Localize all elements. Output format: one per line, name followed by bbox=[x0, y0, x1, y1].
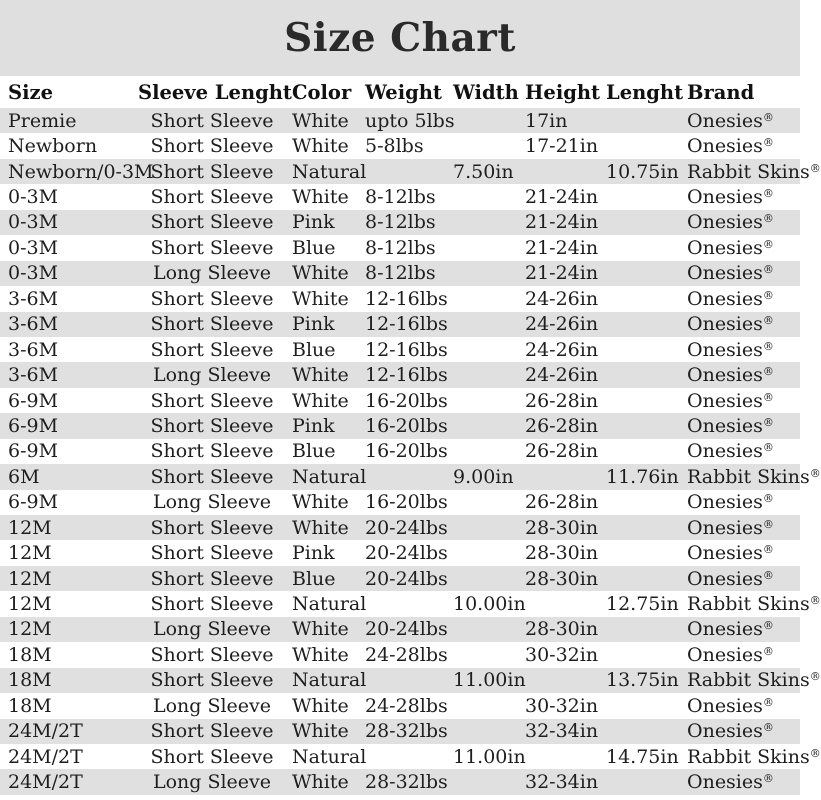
cell-width bbox=[446, 515, 518, 540]
cell-color: White bbox=[292, 491, 349, 514]
cell-color: Natural bbox=[292, 593, 367, 616]
column-header-width: Width bbox=[453, 80, 519, 104]
cell-weight bbox=[358, 668, 446, 693]
cell-sleeve-lenght: Short Sleeve bbox=[150, 338, 274, 361]
cell-height bbox=[518, 591, 599, 616]
cell-weight bbox=[358, 464, 446, 489]
cell-sleeve-lenght: Long Sleeve bbox=[152, 262, 272, 285]
cell-lenght bbox=[599, 490, 680, 515]
table-row bbox=[0, 337, 800, 362]
table-row bbox=[0, 184, 800, 209]
cell-width bbox=[446, 312, 518, 337]
cell-width bbox=[446, 108, 518, 133]
table-row bbox=[0, 617, 800, 642]
registered-mark: ® bbox=[762, 110, 774, 124]
cell-height bbox=[518, 159, 599, 184]
cell-height: 24-26in bbox=[525, 313, 599, 336]
cell-height: 32-34in bbox=[525, 720, 599, 743]
cell-lenght bbox=[599, 184, 680, 209]
cell-brand: Rabbit Skins® bbox=[687, 593, 821, 616]
cell-weight: 16-20lbs bbox=[365, 389, 448, 412]
cell-size: 3-6M bbox=[8, 338, 59, 361]
registered-mark: ® bbox=[762, 619, 774, 633]
cell-width: 7.50in bbox=[453, 160, 514, 183]
cell-brand: Onesies® bbox=[687, 618, 774, 641]
cell-lenght bbox=[599, 769, 680, 794]
cell-brand: Onesies® bbox=[687, 720, 774, 743]
cell-weight: 28-32lbs bbox=[365, 771, 448, 794]
cell-color: White bbox=[292, 643, 349, 666]
registered-mark: ® bbox=[809, 594, 821, 608]
cell-height: 24-26in bbox=[525, 287, 599, 310]
cell-sleeve-lenght: Short Sleeve bbox=[150, 160, 274, 183]
cell-sleeve-lenght: Short Sleeve bbox=[150, 135, 274, 158]
cell-size: 3-6M bbox=[8, 313, 59, 336]
table-row bbox=[0, 668, 800, 693]
cell-weight: 12-16lbs bbox=[365, 313, 448, 336]
table-row bbox=[0, 515, 800, 540]
cell-size: Newborn bbox=[8, 135, 98, 158]
cell-weight: 16-20lbs bbox=[365, 440, 448, 463]
cell-lenght bbox=[599, 413, 680, 438]
table-row bbox=[0, 769, 800, 794]
cell-height: 17in bbox=[525, 109, 568, 132]
title-band bbox=[0, 0, 800, 76]
cell-sleeve-lenght: Short Sleeve bbox=[150, 745, 274, 768]
cell-size: 24M/2T bbox=[8, 745, 83, 768]
cell-lenght bbox=[599, 133, 680, 158]
cell-size: 6-9M bbox=[8, 414, 59, 437]
cell-width bbox=[446, 286, 518, 311]
cell-brand: Onesies® bbox=[687, 567, 774, 590]
cell-lenght bbox=[599, 642, 680, 667]
cell-brand: Onesies® bbox=[687, 491, 774, 514]
cell-color: Pink bbox=[292, 414, 335, 437]
cell-brand: Onesies® bbox=[687, 440, 774, 463]
table-row bbox=[0, 362, 800, 387]
cell-width bbox=[446, 362, 518, 387]
cell-lenght bbox=[599, 540, 680, 565]
cell-size: 24M/2T bbox=[8, 771, 83, 794]
cell-height: 28-30in bbox=[525, 618, 599, 641]
cell-weight: 16-20lbs bbox=[365, 414, 448, 437]
registered-mark: ® bbox=[762, 543, 774, 557]
table-row bbox=[0, 235, 800, 260]
registered-mark: ® bbox=[762, 772, 774, 786]
cell-width bbox=[446, 413, 518, 438]
table-row bbox=[0, 312, 800, 337]
cell-sleeve-lenght: Short Sleeve bbox=[150, 542, 274, 565]
cell-height: 28-30in bbox=[525, 567, 599, 590]
cell-width bbox=[446, 184, 518, 209]
cell-weight bbox=[358, 159, 446, 184]
cell-size: 0-3M bbox=[8, 236, 59, 259]
cell-sleeve-lenght: Short Sleeve bbox=[150, 720, 274, 743]
column-header-color: Color bbox=[292, 80, 352, 104]
cell-lenght bbox=[599, 108, 680, 133]
registered-mark: ® bbox=[762, 644, 774, 658]
cell-sleeve-lenght: Short Sleeve bbox=[150, 516, 274, 539]
cell-sleeve-lenght: Short Sleeve bbox=[150, 186, 274, 209]
table-row bbox=[0, 261, 800, 286]
registered-mark: ® bbox=[762, 365, 774, 379]
table-body bbox=[0, 108, 821, 795]
table-header bbox=[0, 76, 800, 108]
column-header-weight: Weight bbox=[365, 80, 442, 104]
cell-sleeve-lenght: Short Sleeve bbox=[150, 414, 274, 437]
cell-lenght bbox=[599, 261, 680, 286]
cell-sleeve-lenght: Long Sleeve bbox=[152, 618, 272, 641]
registered-mark: ® bbox=[762, 517, 774, 531]
cell-color: Blue bbox=[292, 440, 336, 463]
cell-color: Blue bbox=[292, 338, 336, 361]
cell-color: Natural bbox=[292, 465, 367, 488]
cell-sleeve-lenght: Short Sleeve bbox=[150, 465, 274, 488]
cell-color: Pink bbox=[292, 211, 335, 234]
cell-weight: 20-24lbs bbox=[365, 618, 448, 641]
table-row bbox=[0, 413, 800, 438]
cell-size: 18M bbox=[8, 643, 52, 666]
cell-lenght: 14.75in bbox=[606, 745, 679, 768]
cell-sleeve-lenght: Long Sleeve bbox=[152, 364, 272, 387]
table-row bbox=[0, 744, 800, 769]
cell-brand: Rabbit Skins® bbox=[687, 160, 821, 183]
cell-width: 9.00in bbox=[453, 465, 514, 488]
registered-mark: ® bbox=[762, 288, 774, 302]
cell-height: 26-28in bbox=[525, 414, 599, 437]
cell-lenght bbox=[599, 210, 680, 235]
cell-color: White bbox=[292, 389, 349, 412]
table-row bbox=[0, 490, 800, 515]
cell-lenght: 10.75in bbox=[606, 160, 679, 183]
cell-weight: 5-8lbs bbox=[365, 135, 424, 158]
page-title: Size Chart bbox=[284, 15, 516, 61]
cell-brand: Onesies® bbox=[687, 135, 774, 158]
cell-height: 28-30in bbox=[525, 516, 599, 539]
cell-sleeve-lenght: Short Sleeve bbox=[150, 440, 274, 463]
cell-weight bbox=[358, 591, 446, 616]
cell-lenght bbox=[599, 617, 680, 642]
registered-mark: ® bbox=[762, 237, 774, 251]
registered-mark: ® bbox=[762, 339, 774, 353]
cell-size: 0-3M bbox=[8, 186, 59, 209]
cell-color: White bbox=[292, 262, 349, 285]
cell-width: 10.00in bbox=[453, 593, 526, 616]
cell-size: 6-9M bbox=[8, 440, 59, 463]
table-row bbox=[0, 210, 800, 235]
cell-width: 11.00in bbox=[453, 745, 526, 768]
cell-color: Pink bbox=[292, 542, 335, 565]
cell-height: 17-21in bbox=[525, 135, 599, 158]
cell-height bbox=[518, 668, 599, 693]
table-row bbox=[0, 566, 800, 591]
registered-mark: ® bbox=[762, 568, 774, 582]
cell-brand: Onesies® bbox=[687, 287, 774, 310]
cell-brand: Onesies® bbox=[687, 643, 774, 666]
registered-mark: ® bbox=[762, 441, 774, 455]
cell-weight: 12-16lbs bbox=[365, 287, 448, 310]
cell-color: Blue bbox=[292, 236, 336, 259]
cell-color: White bbox=[292, 720, 349, 743]
table-row bbox=[0, 439, 800, 464]
cell-size: 6M bbox=[8, 465, 40, 488]
cell-sleeve-lenght: Short Sleeve bbox=[150, 236, 274, 259]
cell-size: 6-9M bbox=[8, 491, 59, 514]
cell-sleeve-lenght: Short Sleeve bbox=[150, 211, 274, 234]
cell-brand: Onesies® bbox=[687, 313, 774, 336]
cell-width bbox=[446, 210, 518, 235]
cell-brand: Onesies® bbox=[687, 338, 774, 361]
cell-brand: Onesies® bbox=[687, 389, 774, 412]
table-row bbox=[0, 286, 800, 311]
cell-weight bbox=[358, 744, 446, 769]
cell-brand: Onesies® bbox=[687, 516, 774, 539]
cell-brand: Onesies® bbox=[687, 414, 774, 437]
cell-size: 0-3M bbox=[8, 211, 59, 234]
cell-color: White bbox=[292, 516, 349, 539]
cell-lenght bbox=[599, 235, 680, 260]
cell-weight: 12-16lbs bbox=[365, 364, 448, 387]
cell-brand: Onesies® bbox=[687, 262, 774, 285]
cell-color: Natural bbox=[292, 669, 367, 692]
cell-size: 12M bbox=[8, 567, 52, 590]
registered-mark: ® bbox=[762, 695, 774, 709]
cell-width bbox=[446, 388, 518, 413]
cell-color: White bbox=[292, 135, 349, 158]
cell-height: 21-24in bbox=[525, 236, 599, 259]
cell-height bbox=[518, 744, 599, 769]
registered-mark: ® bbox=[762, 314, 774, 328]
cell-sleeve-lenght: Short Sleeve bbox=[150, 567, 274, 590]
cell-brand: Onesies® bbox=[687, 211, 774, 234]
registered-mark: ® bbox=[762, 492, 774, 506]
size-chart-table bbox=[0, 76, 821, 795]
cell-width bbox=[446, 261, 518, 286]
cell-color: Pink bbox=[292, 313, 335, 336]
cell-sleeve-lenght: Short Sleeve bbox=[150, 287, 274, 310]
table-row bbox=[0, 642, 800, 667]
table-row bbox=[0, 159, 800, 184]
cell-sleeve-lenght: Long Sleeve bbox=[152, 491, 272, 514]
cell-sleeve-lenght: Long Sleeve bbox=[152, 771, 272, 794]
table-row bbox=[0, 693, 800, 718]
cell-weight: 8-12lbs bbox=[365, 262, 436, 285]
cell-width bbox=[446, 617, 518, 642]
cell-brand: Onesies® bbox=[687, 694, 774, 717]
cell-width bbox=[446, 719, 518, 744]
cell-height: 26-28in bbox=[525, 389, 599, 412]
column-header-height: Height bbox=[525, 80, 601, 104]
registered-mark: ® bbox=[762, 187, 774, 201]
cell-lenght: 11.76in bbox=[606, 465, 679, 488]
cell-lenght bbox=[599, 719, 680, 744]
cell-height: 21-24in bbox=[525, 262, 599, 285]
cell-brand: Onesies® bbox=[687, 186, 774, 209]
cell-lenght bbox=[599, 388, 680, 413]
table-row bbox=[0, 719, 800, 744]
cell-color: White bbox=[292, 287, 349, 310]
cell-weight: upto 5lbs bbox=[365, 109, 455, 132]
table-row bbox=[0, 108, 800, 133]
cell-color: Natural bbox=[292, 745, 367, 768]
cell-lenght bbox=[599, 439, 680, 464]
table-row bbox=[0, 133, 800, 158]
table-row bbox=[0, 591, 800, 616]
cell-size: Premie bbox=[8, 109, 77, 132]
cell-size: 12M bbox=[8, 516, 52, 539]
cell-brand: Onesies® bbox=[687, 542, 774, 565]
cell-weight: 24-28lbs bbox=[365, 694, 448, 717]
table-row bbox=[0, 540, 800, 565]
registered-mark: ® bbox=[809, 746, 821, 760]
cell-color: Blue bbox=[292, 567, 336, 590]
cell-lenght bbox=[599, 286, 680, 311]
cell-width bbox=[446, 566, 518, 591]
cell-weight: 8-12lbs bbox=[365, 236, 436, 259]
cell-size: 12M bbox=[8, 542, 52, 565]
registered-mark: ® bbox=[809, 161, 821, 175]
cell-width bbox=[446, 337, 518, 362]
cell-weight: 8-12lbs bbox=[365, 186, 436, 209]
cell-size: 18M bbox=[8, 694, 52, 717]
cell-weight: 20-24lbs bbox=[365, 542, 448, 565]
column-header-size: Size bbox=[8, 80, 53, 104]
cell-lenght bbox=[599, 312, 680, 337]
cell-brand: Onesies® bbox=[687, 109, 774, 132]
registered-mark: ® bbox=[762, 721, 774, 735]
cell-size: 12M bbox=[8, 593, 52, 616]
cell-sleeve-lenght: Short Sleeve bbox=[150, 313, 274, 336]
header-row bbox=[0, 76, 800, 108]
cell-lenght bbox=[599, 566, 680, 591]
cell-height: 26-28in bbox=[525, 491, 599, 514]
cell-color: White bbox=[292, 109, 349, 132]
cell-brand: Rabbit Skins® bbox=[687, 465, 821, 488]
cell-sleeve-lenght: Short Sleeve bbox=[150, 593, 274, 616]
cell-brand: Onesies® bbox=[687, 236, 774, 259]
cell-width: 11.00in bbox=[453, 669, 526, 692]
cell-sleeve-lenght: Short Sleeve bbox=[150, 389, 274, 412]
cell-height: 30-32in bbox=[525, 643, 599, 666]
cell-size: 12M bbox=[8, 618, 52, 641]
cell-lenght bbox=[599, 337, 680, 362]
column-header-lenght: Lenght bbox=[606, 80, 684, 104]
cell-width bbox=[446, 439, 518, 464]
registered-mark: ® bbox=[809, 466, 821, 480]
cell-width bbox=[446, 642, 518, 667]
cell-height: 32-34in bbox=[525, 771, 599, 794]
cell-weight: 20-24lbs bbox=[365, 567, 448, 590]
cell-lenght: 13.75in bbox=[606, 669, 679, 692]
cell-size: 0-3M bbox=[8, 262, 59, 285]
registered-mark: ® bbox=[762, 212, 774, 226]
cell-brand: Onesies® bbox=[687, 771, 774, 794]
cell-color: White bbox=[292, 694, 349, 717]
cell-width bbox=[446, 235, 518, 260]
cell-height: 21-24in bbox=[525, 211, 599, 234]
cell-width bbox=[446, 693, 518, 718]
cell-width bbox=[446, 769, 518, 794]
cell-height: 28-30in bbox=[525, 542, 599, 565]
cell-brand: Onesies® bbox=[687, 364, 774, 387]
cell-color: White bbox=[292, 364, 349, 387]
column-header-sleeve-lenght: Sleeve Lenght bbox=[138, 80, 292, 104]
cell-width bbox=[446, 540, 518, 565]
cell-height: 24-26in bbox=[525, 364, 599, 387]
cell-sleeve-lenght: Long Sleeve bbox=[152, 694, 272, 717]
registered-mark: ® bbox=[762, 136, 774, 150]
cell-width bbox=[446, 490, 518, 515]
cell-height: 21-24in bbox=[525, 186, 599, 209]
cell-height: 24-26in bbox=[525, 338, 599, 361]
cell-brand: Rabbit Skins® bbox=[687, 745, 821, 768]
cell-size: 3-6M bbox=[8, 364, 59, 387]
cell-weight: 16-20lbs bbox=[365, 491, 448, 514]
registered-mark: ® bbox=[809, 670, 821, 684]
cell-size: Newborn/0-3M bbox=[8, 160, 154, 183]
cell-height bbox=[518, 464, 599, 489]
cell-weight: 28-32lbs bbox=[365, 720, 448, 743]
column-header-brand: Brand bbox=[687, 80, 755, 104]
cell-color: White bbox=[292, 186, 349, 209]
cell-sleeve-lenght: Short Sleeve bbox=[150, 669, 274, 692]
cell-size: 24M/2T bbox=[8, 720, 83, 743]
cell-size: 6-9M bbox=[8, 389, 59, 412]
table-row bbox=[0, 388, 800, 413]
cell-weight: 8-12lbs bbox=[365, 211, 436, 234]
cell-color: Natural bbox=[292, 160, 367, 183]
cell-lenght bbox=[599, 515, 680, 540]
table-row bbox=[0, 464, 800, 489]
cell-brand: Rabbit Skins® bbox=[687, 669, 821, 692]
registered-mark: ® bbox=[762, 390, 774, 404]
registered-mark: ® bbox=[762, 415, 774, 429]
cell-weight: 24-28lbs bbox=[365, 643, 448, 666]
cell-size: 18M bbox=[8, 669, 52, 692]
cell-sleeve-lenght: Short Sleeve bbox=[150, 643, 274, 666]
cell-lenght bbox=[599, 693, 680, 718]
cell-lenght bbox=[599, 362, 680, 387]
cell-height: 30-32in bbox=[525, 694, 599, 717]
cell-color: White bbox=[292, 771, 349, 794]
cell-height: 26-28in bbox=[525, 440, 599, 463]
cell-weight: 12-16lbs bbox=[365, 338, 448, 361]
cell-width bbox=[446, 133, 518, 158]
cell-lenght: 12.75in bbox=[606, 593, 679, 616]
cell-size: 3-6M bbox=[8, 287, 59, 310]
registered-mark: ® bbox=[762, 263, 774, 277]
cell-color: White bbox=[292, 618, 349, 641]
cell-weight: 20-24lbs bbox=[365, 516, 448, 539]
cell-sleeve-lenght: Short Sleeve bbox=[150, 109, 274, 132]
